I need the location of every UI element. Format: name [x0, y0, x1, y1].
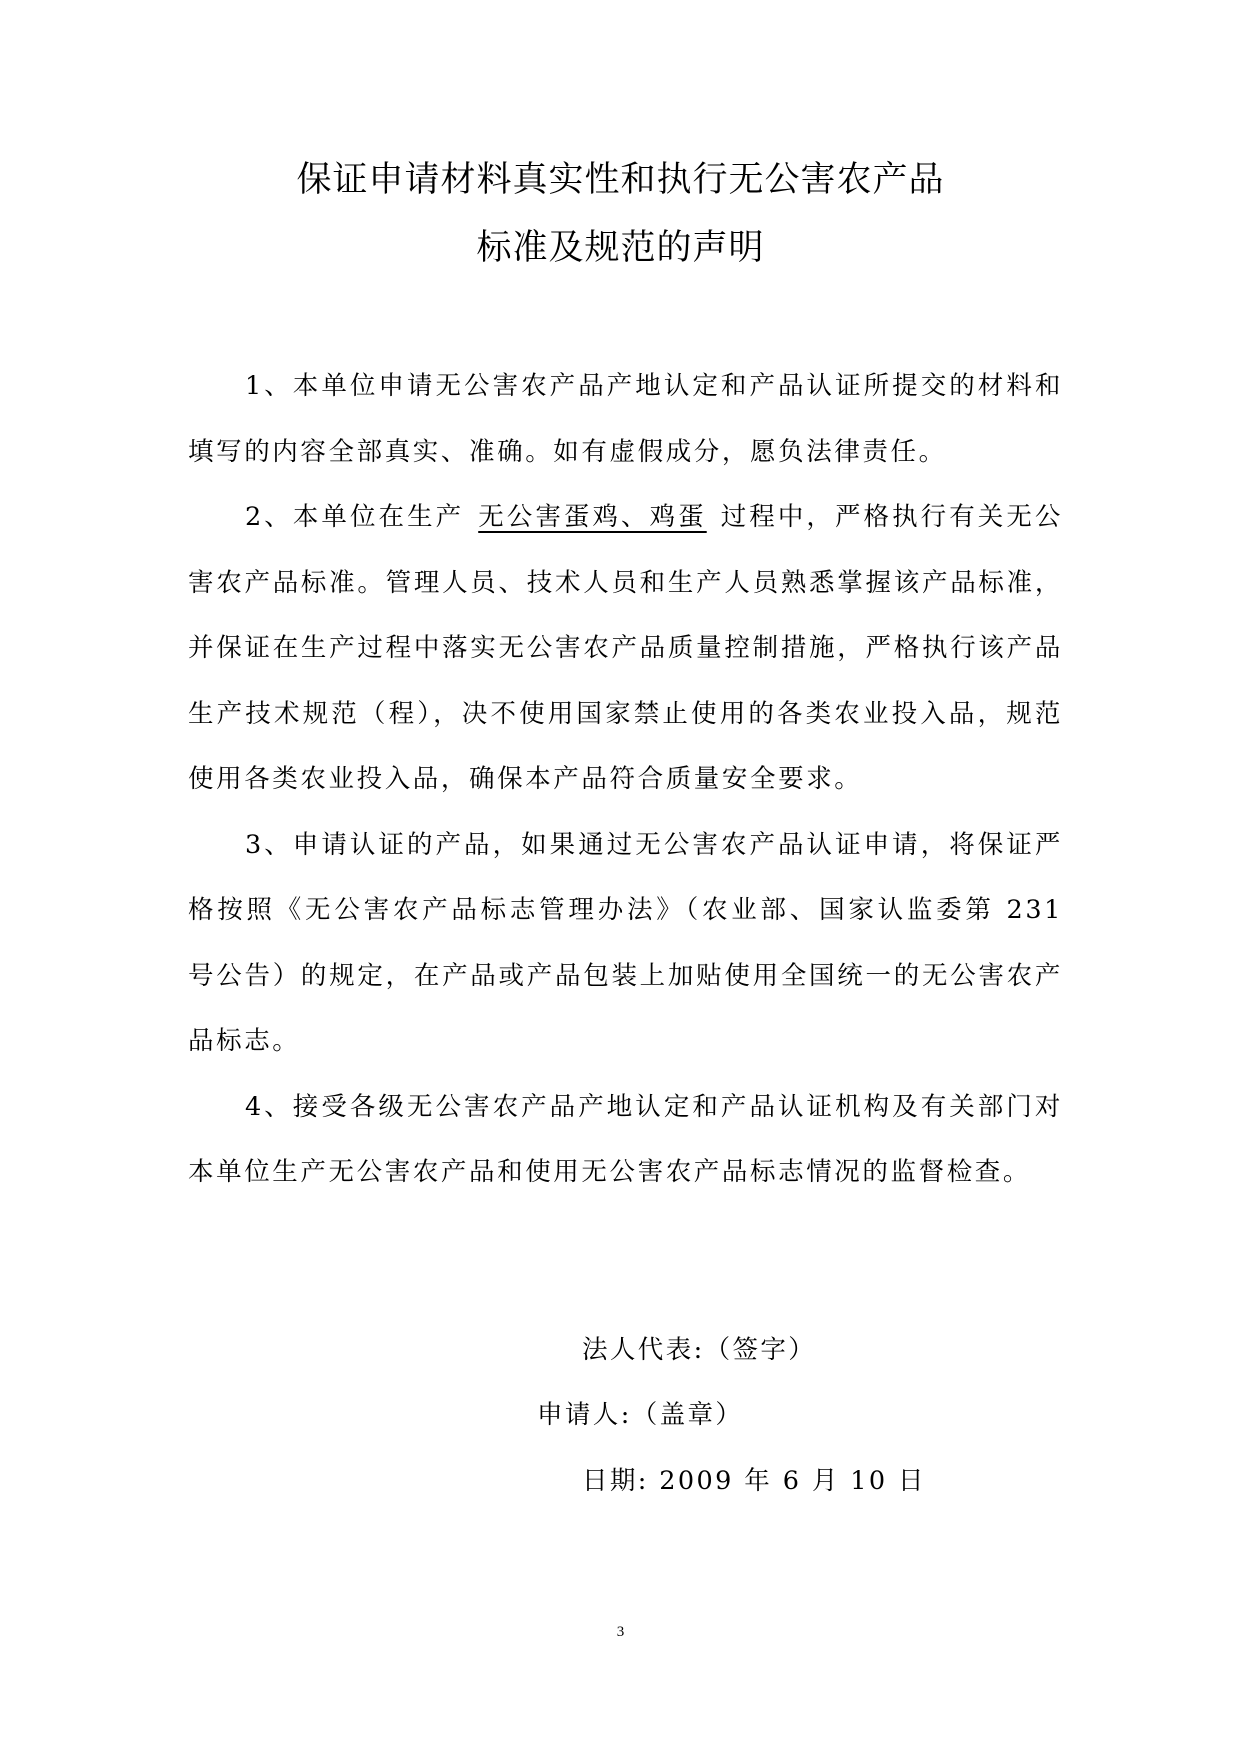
paragraph-3: 3、申请认证的产品，如果通过无公害农产品认证申请，将保证严格按照《无公害农产品标志管理办法》（农业部、国家认监委第 231 号公告）的规定，在产品或产品包装上加贴使用全国统一的无公害农产品标志。 [188, 829, 1063, 1056]
document-title-line-2: 标准及规范的声明 [476, 228, 765, 268]
paragraph-4: 4、接受各级无公害农产品产地认定和产品认证机构及有关部门对本单位生产无公害农产品和使用无公害农产品标志情况的监督检查。 [188, 1091, 1063, 1187]
paragraph-2-lead: 2、本单位在生产 [245, 502, 465, 532]
page-number: 3 [616, 1624, 625, 1640]
paragraph-1: 1、本单位申请无公害农产品产地认定和产品认证所提交的材料和填写的内容全部真实、准确。如有虚假成分，愿负法律责任。 [188, 371, 1063, 467]
declaration-body [188, 354, 1063, 1206]
legal-representative-signature-line: 法人代表:（签字） [582, 1335, 817, 1365]
paragraph-2-rest: 过程中，严格执行有关无公害农产品标准。管理人员、技术人员和生产人员熟悉掌握该产品标准，并保证在生产过程中落实无公害农产品质量控制措施，严格执行该产品生产技术规范（程），决不使用国家禁止使用的各类农业投入品，规范使用各类农业投入品，确保本产品符合质量安全要求。 [188, 502, 1063, 794]
applicant-seal-line: 申请人:（盖章） [537, 1400, 744, 1430]
signature-date: 日期: 2009 年 6 月 10 日 [582, 1466, 926, 1496]
paragraph-2 [188, 485, 1063, 813]
document-title-line-1: 保证申请材料真实性和执行无公害农产品 [296, 160, 945, 200]
product-fill-blank: 无公害蛋鸡、鸡蛋 [478, 502, 707, 532]
